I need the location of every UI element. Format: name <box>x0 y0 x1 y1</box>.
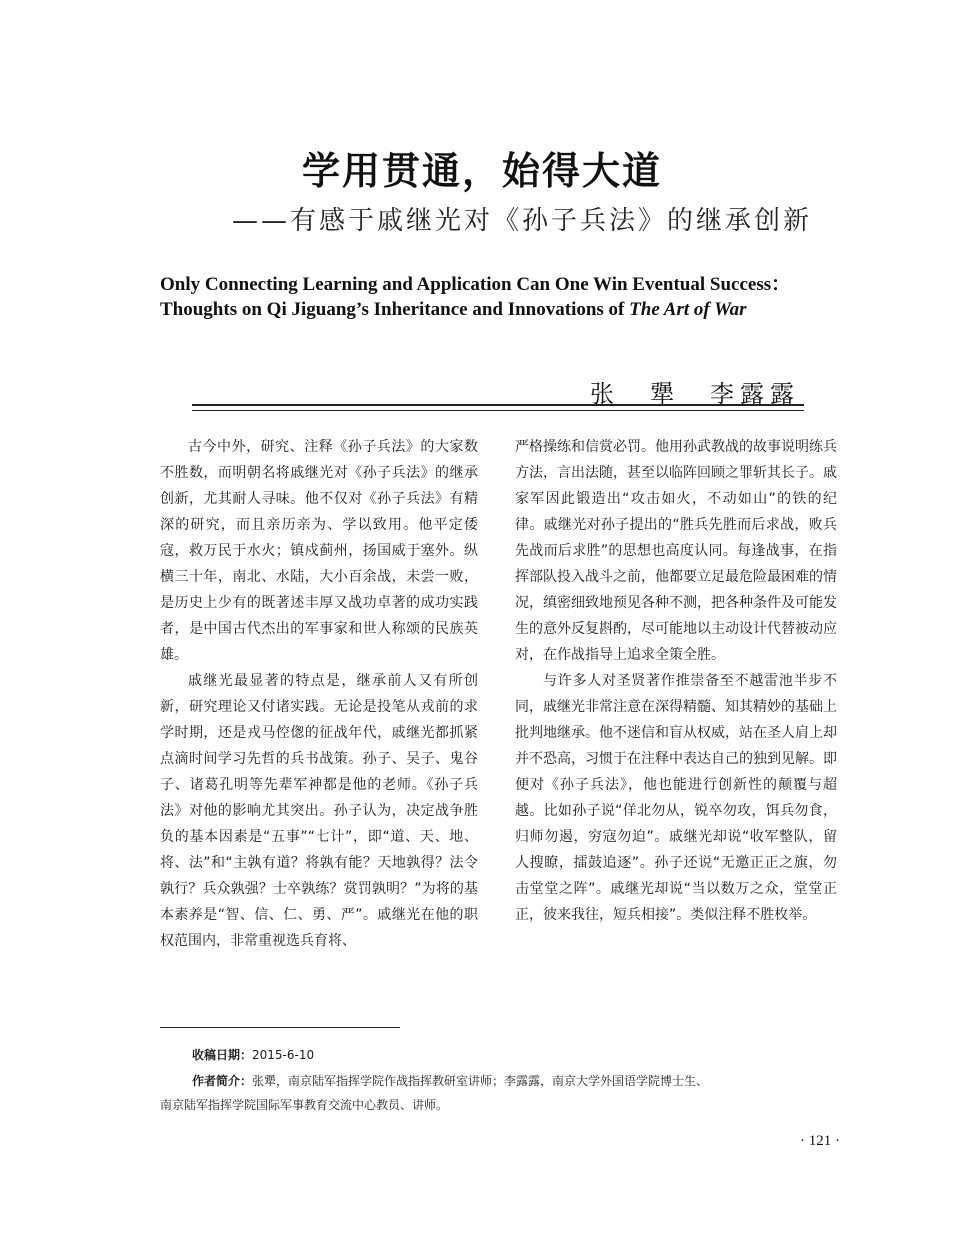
body-paragraph-1: 古今中外，研究、注释《孙子兵法》的大家数不胜数，而明朝名将戚继光对《孙子兵法》的继承创新，尤其耐人寻味。他不仅对《孙子兵法》有精深的研究，而且亲历亲为、学以致用。他平定倭寇，救万民于水火；镇戍蓟州，扬国威于塞外。纵横三十年，南北、水陆，大小百余战，未尝一败，是历史上少有的既著述丰厚又战功卓著的成功实践者，是中国古代杰出的军事家和世人称颂的民族英雄。 <box>160 439 478 663</box>
english-title-line-2 <box>160 297 860 322</box>
header-rule-thin <box>192 410 804 411</box>
body-paragraph-3: 与许多人对圣贤著作推崇备至不越雷池半步不同，戚继光非常注意在深得精髓、知其精妙的基础上批判地继承。他不迷信和盲从权威，站在圣人肩上却并不恐高，习惯于在注释中表达自己的独到见解。即便对《孙子兵法》，他也能进行创新性的颠覆与超越。比如孙子说“佯北勿从，锐卒勿攻，饵兵勿食，归师勿遏，穷寇勿迫”。戚继光却说“收军整队，留人搜瞭，擂鼓追逐”。孙子还说“无邀正正之旗，勿击堂堂之阵”。戚继光却说“当以数万之众，堂堂正正，彼来我往，短兵相接”。类似注释不胜枚举。 <box>515 673 837 923</box>
received-date-label: 收稿日期： <box>192 1048 253 1062</box>
article-title: 学用贯通，始得大道 <box>301 148 662 193</box>
english-title-line-1: Only Connecting Learning and Application Can One Win Eventual Success： <box>160 274 791 295</box>
footnote-received-date <box>160 1043 840 1067</box>
body-column-right <box>515 434 837 928</box>
body-column-left <box>160 434 478 954</box>
page-number: · 121 · <box>800 1133 840 1149</box>
author-bio-line-2: 南京陆军指挥学院国际军事教育交流中心教员、讲师。 <box>160 1098 449 1112</box>
received-date-value: 2015-6-10 <box>252 1048 315 1062</box>
body-paragraph-2-continued: 严格操练和信赏必罚。他用孙武教战的故事说明练兵方法，言出法随，甚至以临阵回顾之罪斩其长子。戚家军因此锻造出“攻击如火，不动如山”的铁的纪律。戚继光对孙子提出的“胜兵先胜而后求战，败兵先战而后求胜”的思想也高度认同。每逢战事，在指挥部队投入战斗之前，他都要立足最危险最困难的情况，缜密细致地预见各种不测，把各种条件及可能发生的意外反复斟酌，尽可能地以主动设计代替被动应对，在作战指导上追求全策全胜。 <box>515 439 837 663</box>
author-bio-label: 作者简介： <box>192 1074 253 1088</box>
author-bio-line-1: 张犟，南京陆军指挥学院作战指挥教研室讲师；李露露，南京大学外国语学院博士生、 <box>252 1074 709 1088</box>
article-subtitle: ——有感于戚继光对《孙子兵法》的继承创新 <box>232 206 813 236</box>
body-paragraph-2: 戚继光最显著的特点是，继承前人又有所创新，研究理论又付诸实践。无论是投笔从戎前的求学时期，还是戎马倥偬的征战年代，戚继光都抓紧点滴时间学习先哲的兵书战策。孙子、吴子、鬼谷子、诸葛孔明等先辈军神都是他的老师。《孙子兵法》对他的影响尤其突出。孙子认为，决定战争胜负的基本因素是“五事”“七计”，即“道、天、地、将、法”和“主孰有道？将孰有能？天地孰得？法令孰行？兵众孰强？士卒孰练？赏罚孰明？”为将的基本素养是“智、信、仁、勇、严”。戚继光在他的职权范围内，非常重视选兵育将、 <box>160 673 478 949</box>
author-names: 张 犟 李露露 <box>590 380 800 408</box>
english-title <box>160 272 860 322</box>
english-title-prefix: Thoughts on Qi Jiguang’s Inheritance and Innovations of <box>160 299 630 320</box>
footnote-rule <box>160 1027 400 1028</box>
english-title-book: The Art of War <box>629 299 747 320</box>
header-rule-thick <box>192 404 804 406</box>
footnote-author-bio <box>160 1069 840 1117</box>
